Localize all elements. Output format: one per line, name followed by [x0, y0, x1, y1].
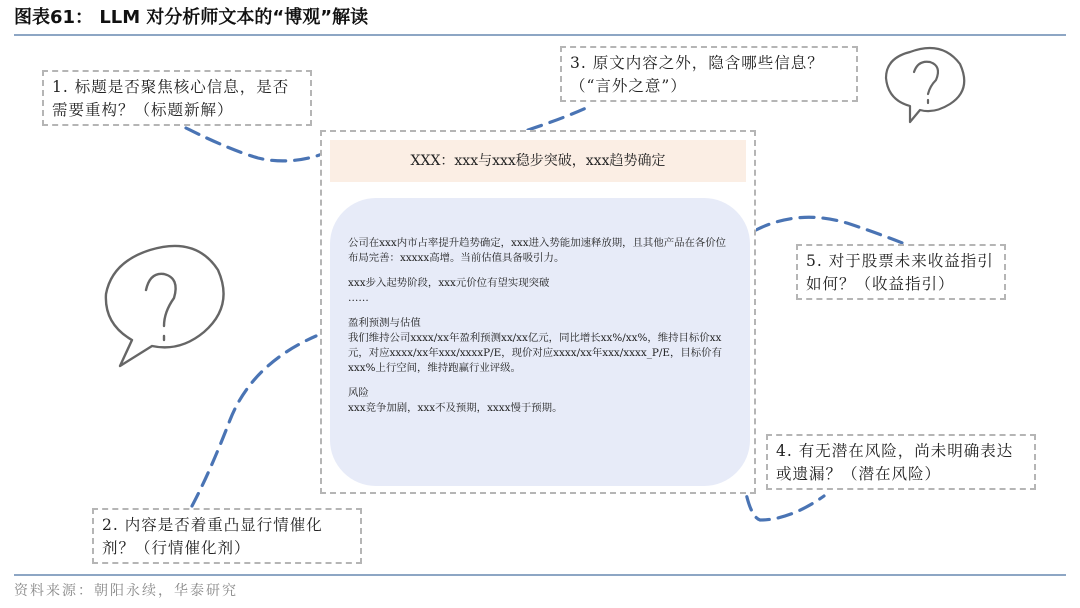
speech-bubble-question-icon [886, 48, 964, 122]
connector-q3 [528, 108, 586, 130]
question-box-return-guidance: 5. 对于股票未来收益指引如何？（收益指引） [796, 244, 1006, 300]
connector-q2 [192, 336, 316, 506]
connector-q1 [186, 128, 328, 161]
connector-q5 [756, 217, 910, 246]
source-note: 资料来源：朝阳永续，华泰研究 [14, 583, 238, 599]
figure-title: 图表61： LLM 对分析师文本的“博观”解读 [14, 7, 369, 28]
report-document [320, 130, 756, 494]
report-headline: XXX：xxx与xxx稳步突破，xxx趋势确定 [330, 140, 746, 182]
question-box-implied-info: 3. 原文内容之外，隐含哪些信息？（“言外之意”） [560, 46, 858, 102]
report-paragraph: 公司在xxx内市占率提升趋势确定，xxx进入势能加速释放期，且其他产品在各价位布局完善：xxxxx高增。当前估值具备吸引力。 [348, 237, 727, 264]
report-paragraph: xxx步入起势阶段，xxx元价位有望实现突破 …… [348, 277, 550, 304]
question-box-potential-risk: 4. 有无潜在风险，尚未明确表达或遗漏？（潜在风险） [766, 434, 1036, 490]
question-box-headline: 1. 标题是否聚焦核心信息，是否需要重构？（标题新解） [42, 70, 312, 126]
speech-bubble-question-icon [106, 246, 224, 366]
bottom-rule [14, 574, 1066, 576]
report-paragraph: 盈利预测与估值 我们维持公司xxxx/xx年盈利预测xx/xx亿元，同比增长xx%/xx%，维持目标价xx元，对应xxxx/xx年xxx/xxxxP/E，现价对应xxxx/xx年xxx/xxxx_P/E，目标价有xxx%上行空间，维持跑赢行业评级。 [348, 317, 722, 374]
report-body [330, 198, 750, 486]
report-paragraph: 风险 xxx竞争加剧，xxx不及预期，xxxx慢于预期。 [348, 387, 563, 414]
question-box-catalyst: 2. 内容是否着重凸显行情催化剂？（行情催化剂） [92, 508, 362, 564]
